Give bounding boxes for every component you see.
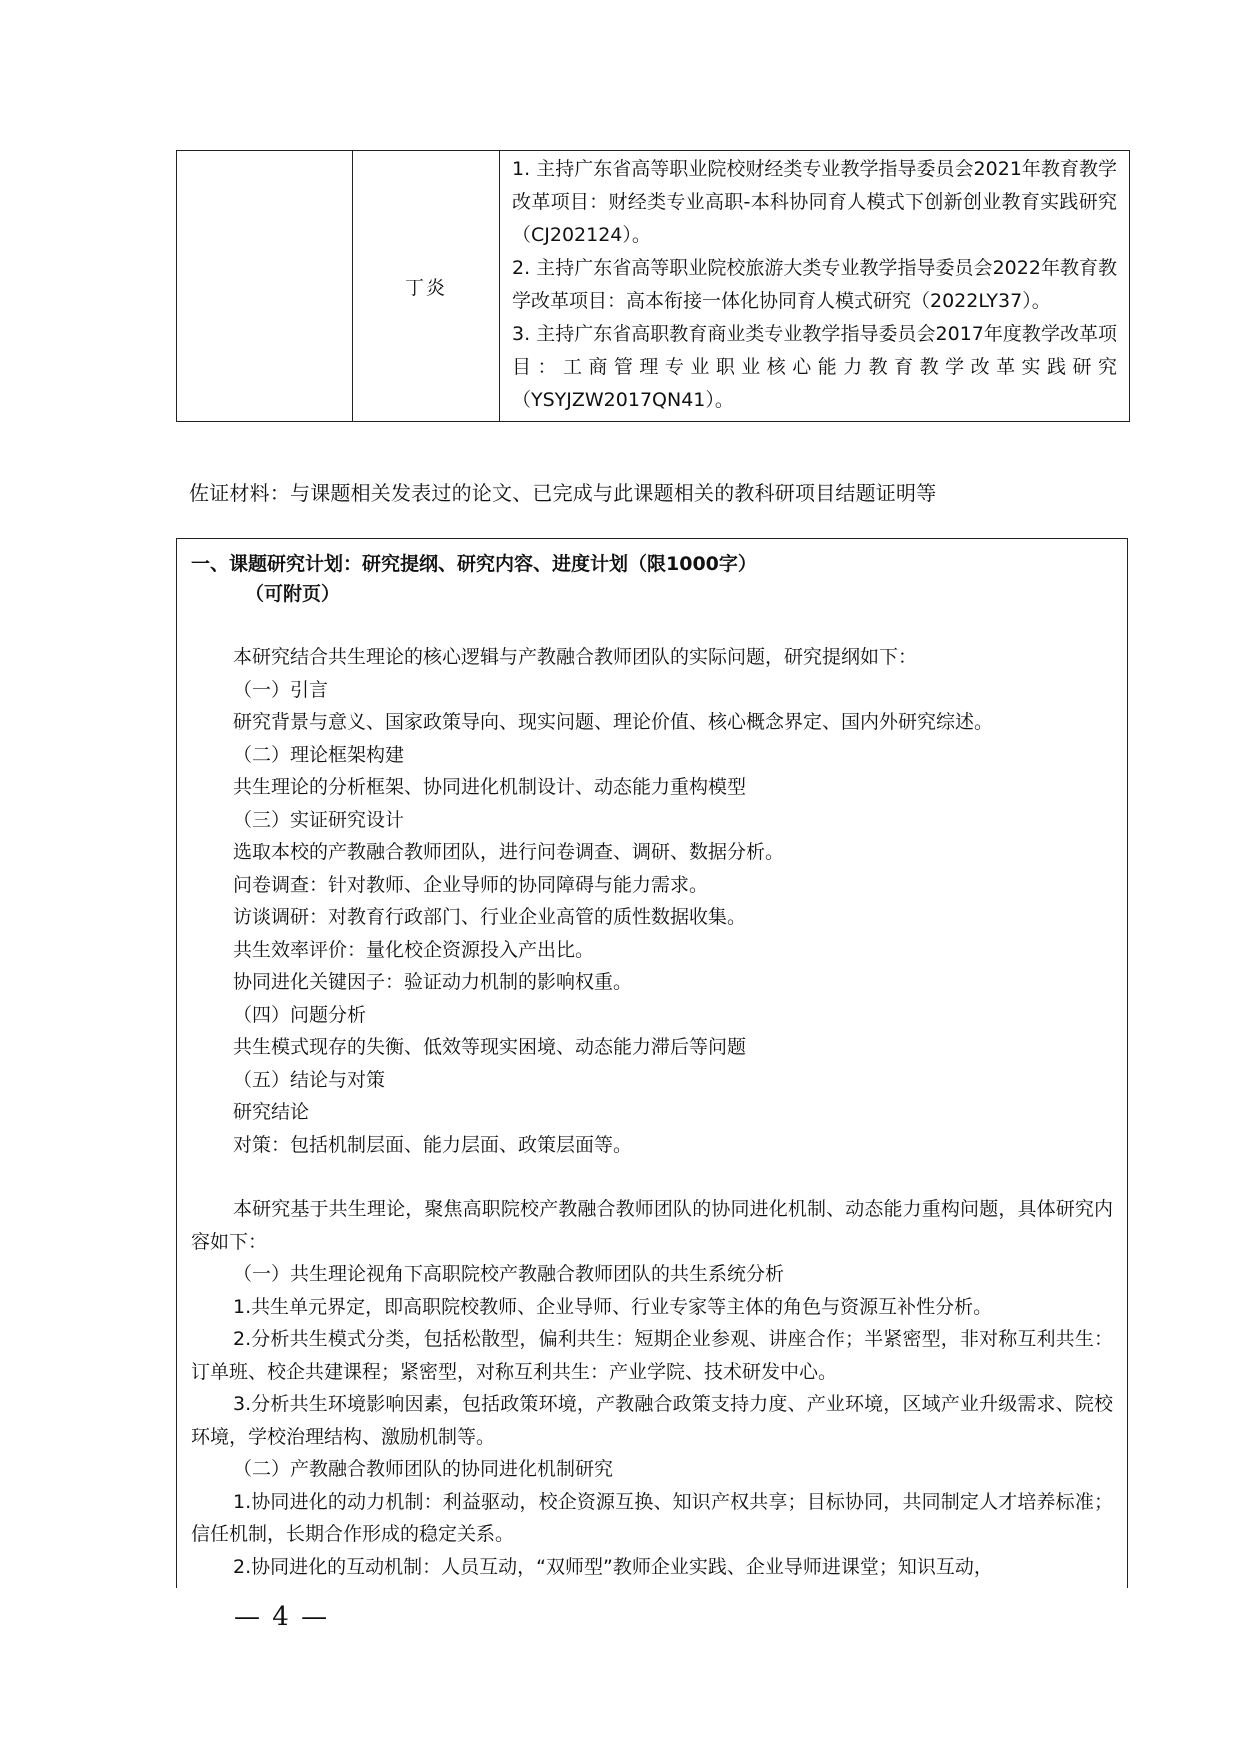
outline-line: （一）引言 xyxy=(233,678,329,701)
member-name: 丁炎 xyxy=(353,151,500,422)
content-paragraph: 1.共生单元界定，即高职院校教师、企业导师、行业专家等主体的角色与资源互补性分析。 xyxy=(233,1295,993,1318)
evidence-note: 佐证材料：与课题相关发表过的论文、已完成与此课题相关的教科研项目结题证明等 xyxy=(189,481,937,505)
outline-line: 共生理论的分析框架、协同进化机制设计、动态能力重构模型 xyxy=(233,776,747,798)
content-paragraph: 2.协同进化的互动机制：人员互动，“双师型”教师企业实践、企业导师进课堂；知识互动， xyxy=(233,1555,993,1578)
outline-line: （五）结论与对策 xyxy=(233,1068,386,1091)
content-paragraph: 3.分析共生环境影响因素，包括政策环境，产教融合政策支持力度、产业环境，区域产业升级需求、院校环境，学校治理结构、激励机制等。 xyxy=(191,1393,1113,1448)
content-intro: 本研究基于共生理论，聚焦高职院校产教融合教师团队的协同进化机制、动态能力重构问题，具体研究内容如下： xyxy=(191,1198,1113,1253)
project-item-1: 1. 主持广东省高等职业院校财经类专业教学指导委员会2021年教育教学改革项目：财经类专业高职-本科协同育人模式下创新创业教育实践研究（CJ202124）。 xyxy=(512,158,1117,246)
outline-line: 协同进化关键因子：验证动力机制的影响权重。 xyxy=(233,971,633,993)
table-row xyxy=(177,151,1130,422)
project-item-2: 2. 主持广东省高等职业院校旅游大类专业教学指导委员会2022年教育教学改革项目：高本衔接一体化协同育人模式研究（2022LY37）。 xyxy=(512,257,1117,312)
content-paragraph: （二）产教融合教师团队的协同进化机制研究 xyxy=(233,1458,614,1480)
outline-line: （四）问题分析 xyxy=(233,1003,367,1026)
project-list xyxy=(500,151,1130,422)
plan-heading: 一、课题研究计划：研究提纲、研究内容、进度计划（限1000字） xyxy=(191,553,757,575)
member-table xyxy=(176,150,1130,422)
content-paragraph: （一）共生理论视角下高职院校产教融合教师团队的共生系统分析 xyxy=(233,1263,785,1285)
page-number: — 4 — xyxy=(234,1602,330,1632)
outline-line: 研究结论 xyxy=(233,1101,310,1123)
outline-line: （三）实证研究设计 xyxy=(233,808,405,831)
empty-cell xyxy=(177,151,353,422)
plan-heading-note: （可附页） xyxy=(245,583,341,605)
outline-line: 共生模式现存的失衡、低效等现实困境、动态能力滞后等问题 xyxy=(233,1036,747,1058)
outline-line: 访谈调研：对教育行政部门、行业企业高管的质性数据收集。 xyxy=(233,906,747,928)
outline-line: 对策：包括机制层面、能力层面、政策层面等。 xyxy=(233,1133,633,1156)
outline-line: 共生效率评价：量化校企资源投入产出比。 xyxy=(233,938,595,961)
outline-line: 选取本校的产教融合教师团队，进行问卷调查、调研、数据分析。 xyxy=(233,841,785,863)
content-paragraph: 1.协同进化的动力机制：利益驱动，校企资源互换、知识产权共享；目标协同，共同制定人才培养标准；信任机制，长期合作形成的稳定关系。 xyxy=(191,1490,1113,1545)
outline-intro: 本研究结合共生理论的核心逻辑与产教融合教师团队的实际问题，研究提纲如下： xyxy=(233,646,918,668)
outline-line: 研究背景与意义、国家政策导向、现实问题、理论价值、核心概念界定、国内外研究综述。 xyxy=(233,711,994,733)
research-plan-box xyxy=(176,538,1128,1588)
content-paragraph: 2.分析共生模式分类，包括松散型，偏利共生：短期企业参观、讲座合作；半紧密型，非对称互利共生：订单班、校企共建课程；紧密型，对称互利共生：产业学院、技术研发中心。 xyxy=(191,1328,1113,1383)
outline-line: （二）理论框架构建 xyxy=(233,743,405,766)
outline-line: 问卷调查：针对教师、企业导师的协同障碍与能力需求。 xyxy=(233,873,709,896)
project-item-3: 3. 主持广东省高职教育商业类专业教学指导委员会2017年度教学改革项目：工商管理专业职业核心能力教育教学改革实践研究（YSYJZW2017QN41）。 xyxy=(512,323,1117,411)
